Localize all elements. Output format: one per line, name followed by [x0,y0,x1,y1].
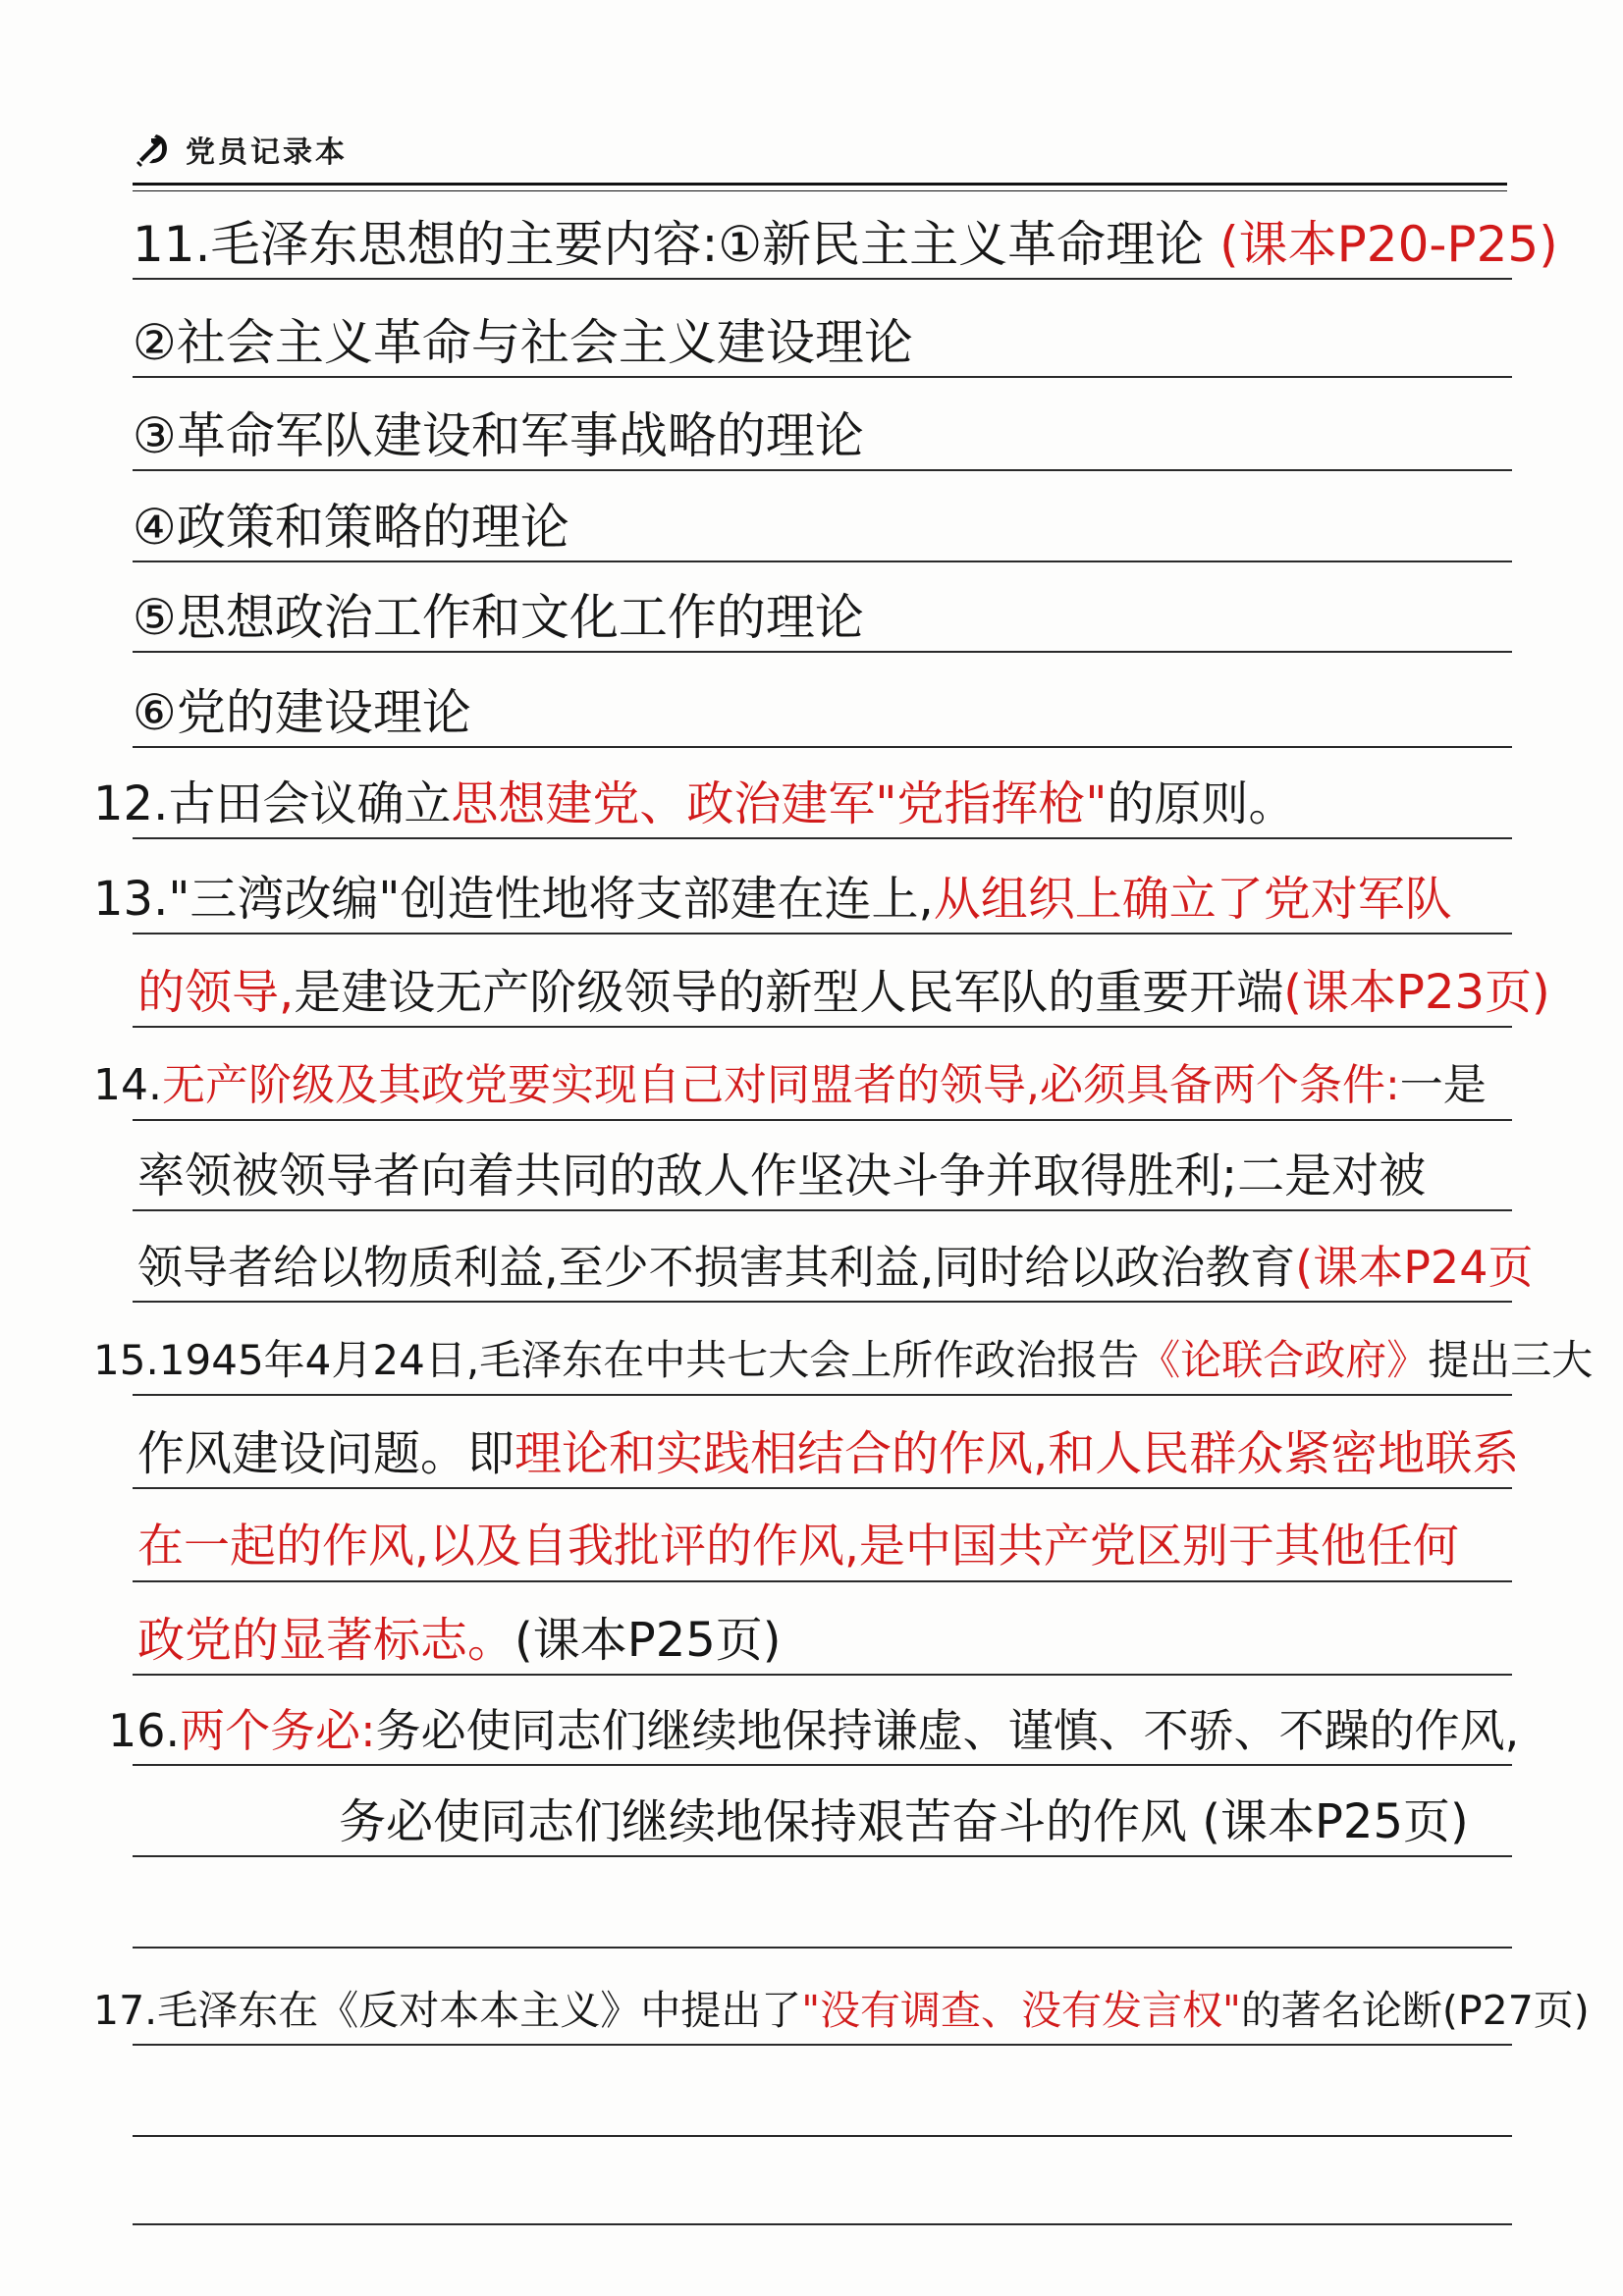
ruled-line [133,837,1512,839]
ruled-line [133,1487,1512,1489]
black-ink-text: (课本P25页) [514,1613,782,1668]
note-line [93,1981,1590,2040]
black-ink-text: ③革命军队建设和军事战略的理论 [133,407,864,464]
black-ink-text: 领导者给以物质利益,至少不损害其利益,同时给以政治教育 [137,1241,1296,1294]
note-line [133,683,471,742]
note-line [137,963,1550,1022]
black-ink-text: 的原则。 [1107,776,1296,831]
black-ink-text: 率领被领导者向着共同的敌人作坚决斗争并取得胜利;二是对被 [137,1148,1427,1203]
ruled-line [133,278,1512,280]
ruled-line [133,1301,1512,1303]
black-ink-text: 是建设无产阶级领导的新型人民军队的重要开端 [294,965,1284,1020]
ruled-line [133,746,1512,748]
red-ink-text: 理论和实践相结合的作风,和人民群众紧密地联系 [514,1426,1520,1481]
ruled-line [133,2044,1512,2046]
note-line [133,588,864,647]
black-ink-text: 14. [93,1060,162,1110]
note-line [133,313,913,372]
notebook-header [133,128,348,171]
black-ink-text: ②社会主义革命与社会主义建设理论 [133,314,913,371]
red-ink-text: "没有调查、没有发言权" [801,1987,1241,2034]
note-line [108,1701,1519,1760]
ruled-line [133,1947,1512,1949]
ruled-line [133,2135,1512,2137]
black-ink-text: 务必使同志们继续地保持谦虚、谨慎、不骄、不躁的作风, [375,1704,1520,1757]
black-ink-text: 的著名论断(P27页) [1240,1987,1590,2034]
ruled-line [133,1119,1512,1121]
black-ink-text: 提出三大 [1428,1336,1594,1384]
red-ink-text: 在一起的作风,以及自我批评的作风,是中国共产党区别于其他任何 [137,1520,1459,1574]
note-line [137,1238,1533,1297]
header-rule [133,183,1507,186]
ruled-line [133,1764,1512,1766]
black-ink-text: 15.1945年4月24日,毛泽东在中共七大会上所作政治报告 [93,1336,1140,1384]
red-ink-text: (课本P23页) [1283,965,1550,1020]
black-ink-text: 13."三湾改编"创造性地将支部建在连上, [93,872,934,927]
black-ink-text: ④政策和策略的理论 [133,499,569,556]
note-line [93,1056,1487,1115]
ruled-line [133,1855,1512,1857]
note-line [339,1792,1469,1851]
party-emblem-icon [133,130,172,169]
black-ink-text: 务必使同志们继续地保持艰苦奋斗的作风 (课本P25页) [339,1794,1469,1849]
ruled-line [133,469,1512,471]
red-ink-text: 的领导, [137,965,295,1020]
ruled-line [133,1674,1512,1676]
black-ink-text: 17.毛泽东在《反对本本主义》中提出了 [93,1987,802,2034]
red-ink-text: 两个务必: [180,1704,376,1757]
note-line [93,1331,1593,1390]
note-line [93,870,1452,929]
black-ink-text: 11.毛泽东思想的主要内容:①新民主主义革命理论 [133,216,1220,273]
note-line [137,1147,1426,1205]
red-ink-text: (课本P20-P25) [1219,216,1558,273]
note-line [133,215,1558,274]
ruled-line [133,561,1512,562]
black-ink-text: 12.古田会议确立 [93,776,452,831]
note-line [133,406,864,465]
ruled-line [133,1209,1512,1211]
black-ink-text: 一是 [1399,1060,1487,1110]
red-ink-text: (课本P24页 [1295,1241,1534,1294]
red-ink-text: 政党的显著标志。 [137,1613,515,1668]
ruled-line [133,1026,1512,1028]
black-ink-text: 16. [108,1704,181,1757]
note-line [137,1424,1519,1483]
ruled-line [133,933,1512,934]
notebook-brand: 党员记录本 [186,135,348,170]
black-ink-text: ⑤思想政治工作和文化工作的理论 [133,589,864,646]
ruled-line [133,2223,1512,2225]
note-line [137,1518,1459,1576]
header-rule-thin [133,190,1507,191]
note-line [137,1611,782,1670]
black-ink-text: 作风建设问题。即 [137,1426,515,1481]
note-line [93,774,1296,833]
red-ink-text: 《论联合政府》 [1139,1336,1429,1384]
red-ink-text: 无产阶级及其政党要实现自己对同盟者的领导,必须具备两个条件: [161,1060,1400,1110]
ruled-line [133,1580,1512,1582]
ruled-line [133,651,1512,653]
red-ink-text: 思想建党、政治建军"党指挥枪" [451,776,1108,831]
ruled-line [133,376,1512,378]
ruled-line [133,1394,1512,1396]
red-ink-text: 从组织上确立了党对军队 [933,872,1452,927]
note-line [133,498,569,557]
black-ink-text: ⑥党的建设理论 [133,684,471,741]
